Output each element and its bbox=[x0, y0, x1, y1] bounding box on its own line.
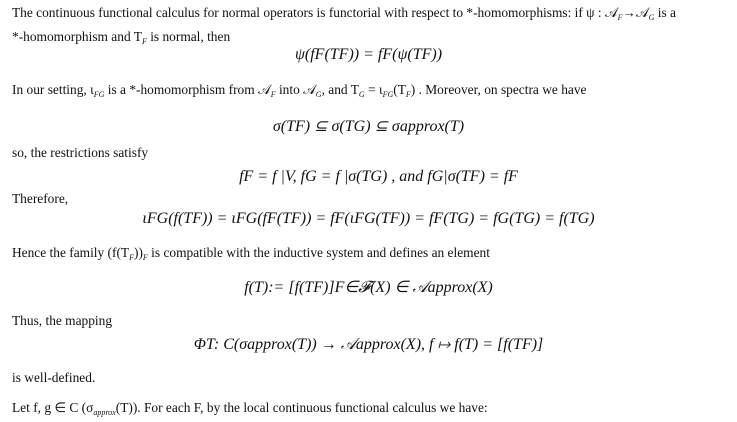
equation-functoriality: ψ(fF(TF)) = fF(ψ(TF)) bbox=[294, 46, 443, 63]
paragraph-well-defined: is well-defined. bbox=[12, 370, 96, 385]
equation-element-definition: f(T):= [f(TF)]F∈𝓕(X) ∈ 𝒜approx(X) bbox=[244, 279, 493, 296]
equation-restrictions: fF = f |V, fG = f |σ(TG) , and fG|σ(TF) = fF bbox=[239, 168, 518, 185]
paragraph-mapping: Thus, the mapping bbox=[12, 313, 113, 328]
equation-spectra-inclusion: σ(TF) ⊆ σ(TG) ⊆ σapprox(T) bbox=[272, 118, 465, 135]
paragraph-therefore: Therefore, bbox=[12, 191, 69, 206]
equation-mapping: ΦT: C(σapprox(T)) → 𝒜approx(X), f ↦ f(T) = [f(TF)] bbox=[193, 336, 544, 353]
paragraph-functoriality: The continuous functional calculus for normal operators is functorial with respect to *-homomorphisms: if ψ : 𝒜$_F$→𝒜$_G$ is a *-homomorphism and $T_F$ is normal, then bbox=[12, 5, 676, 46]
paragraph-inductive-system: Hence the family $(f(T_F))_F$ is compatible with the inductive system and defines an element bbox=[12, 245, 490, 262]
paragraph-let-f-g: Let f, g ∈ C $(\sigma_{approx}(T))$. For each F, by the local continuous functional calculus we have: bbox=[12, 400, 488, 417]
equation-compatibility: ιFG(f(TF)) = ιFG(fF(TF)) = fF(ιFG(TF)) = fF(TG) = fG(TG) = f(TG) bbox=[142, 210, 595, 227]
paragraph-setting: In our setting, $\iota_{FG}$ is a *-homomorphism from 𝒜$_F$ into 𝒜$_G$, and $T_G = \iota_{FG}(T_F)$ . Moreover, on spectra we have bbox=[12, 82, 587, 99]
paragraph-restrictions: so, the restrictions satisfy bbox=[12, 145, 149, 160]
